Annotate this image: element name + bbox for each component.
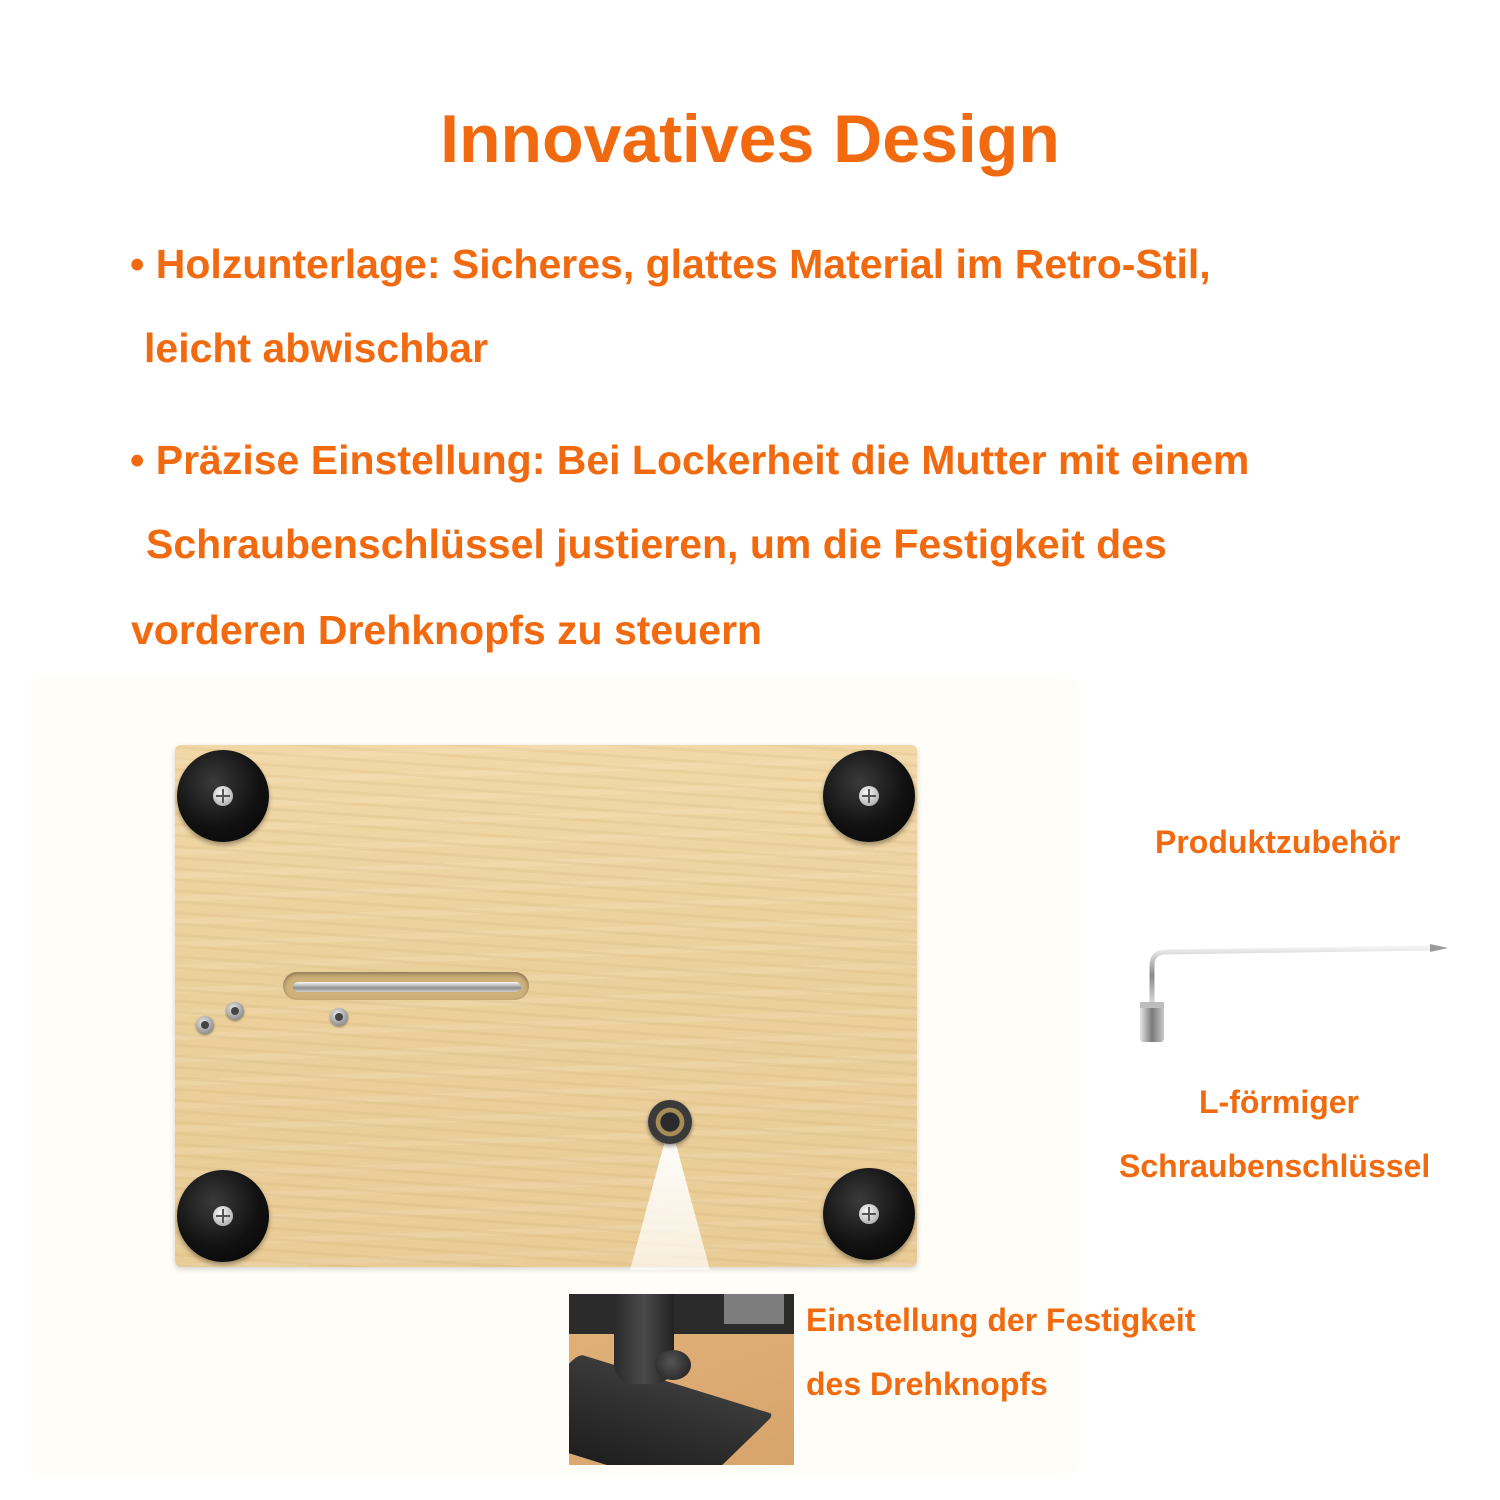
adjustment-nut: [648, 1100, 692, 1144]
bullet-precise-adjustment-line-3: vorderen Drehknopfs zu steuern: [131, 607, 763, 653]
closeup-sheen: [724, 1294, 784, 1324]
screw-icon: [213, 786, 233, 806]
bolt-head-icon: [226, 1002, 244, 1020]
accessories-heading: Produktzubehör: [1155, 824, 1401, 860]
bullet-wood-base-line-2: leicht abwischbar: [144, 325, 489, 371]
closeup-knob-cap: [655, 1350, 691, 1380]
bullet-precise-adjustment-line-2: Schraubenschlüssel justieren, um die Festigkeit des: [146, 521, 1167, 567]
l-wrench-icon: [1130, 940, 1450, 1050]
rubber-foot-bottom-right: [823, 1168, 915, 1260]
bullet-precise-adjustment-line-1: • Präzise Einstellung: Bei Lockerheit die Mutter mit einem: [130, 437, 1250, 483]
screw-icon: [213, 1206, 233, 1226]
screw-icon: [859, 1204, 879, 1224]
rubber-foot-top-left: [177, 750, 269, 842]
knob-closeup-photo: [569, 1294, 794, 1465]
rubber-foot-bottom-left: [177, 1170, 269, 1262]
bolt-head-icon: [196, 1016, 214, 1034]
screw-icon: [859, 786, 879, 806]
rubber-foot-top-right: [823, 750, 915, 842]
page-title: Innovatives Design: [440, 101, 1060, 177]
wrench-caption-line-1: L-förmiger: [1199, 1084, 1359, 1120]
wooden-base-board: [175, 745, 917, 1267]
bullet-wood-base-line-1: • Holzunterlage: Sicheres, glattes Material im Retro-Stil,: [130, 241, 1211, 287]
bolt-head-icon: [330, 1008, 348, 1026]
adjustment-caption-line-1: Einstellung der Festigkeit: [806, 1302, 1196, 1338]
wrench-caption-line-2: Schraubenschlüssel: [1119, 1148, 1431, 1184]
metal-rod: [293, 982, 521, 992]
adjustment-caption-line-2: des Drehknopfs: [806, 1366, 1048, 1402]
